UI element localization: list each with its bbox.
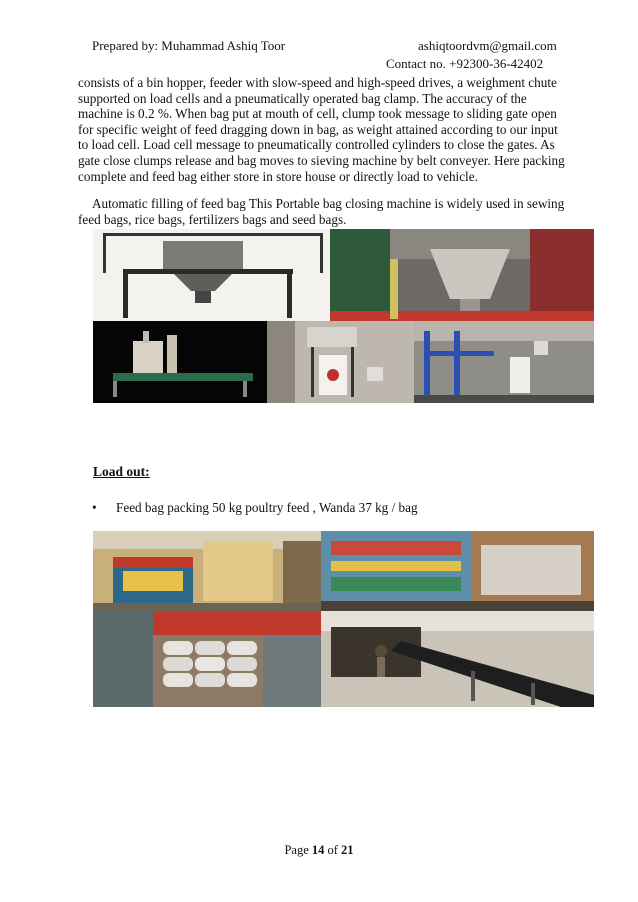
bullet-text: Feed bag packing 50 kg poultry feed , Wanda 37 kg / bag <box>116 500 418 515</box>
page-prefix: Page <box>284 843 312 857</box>
paragraph-1 <box>78 75 598 184</box>
belt-conveyor-truck-loading-photo <box>321 611 594 707</box>
paragraph-1-line: complete and feed bag either store in store house or directly load to vehicle. <box>78 168 478 184</box>
paragraph-1-line: gate close clumps release and bag moves to sieving machine by belt conveyer. Here packing <box>78 152 565 168</box>
header-prepared-by: Prepared by: Muhammad Ashiq Toor <box>92 38 286 53</box>
paragraph-2-line: feed bags, rice bags, fertilizers bags and seed bags. <box>78 211 347 227</box>
page-number-footer <box>0 843 638 858</box>
paragraph-1-line: for specific weight of feed dragging down in bag, as weight attained according to our input <box>78 121 558 137</box>
paragraph-1-line: to load cell. Load cell message to pneumatically controlled cylinders to close the gates. As <box>78 137 555 153</box>
paragraph-1-line: supported on load cells and a pneumatically operated bag clamp. The accuracy of the <box>78 90 527 106</box>
feed-truck-at-mill-photo <box>93 531 321 611</box>
current-page: 14 <box>311 843 325 857</box>
paragraph-1-line: consists of a bin hopper, feeder with slow-speed and high-speed drives, a weighment chute <box>78 75 557 90</box>
bag-clamp-station-photo <box>267 321 414 403</box>
section-heading-load-out: Load out: <box>93 464 150 479</box>
paragraph-2-line: Automatic filling of feed bag This Portable bag closing machine is widely used in sewing <box>92 196 565 211</box>
decorated-truck-loading-photo <box>321 531 594 611</box>
header-contact: Contact no. +92300-36-42402 <box>386 56 544 71</box>
header-email: ashiqtoordvm@gmail.com <box>418 38 557 53</box>
bullet-symbol: • <box>92 500 97 515</box>
automatic-bagging-line-photo <box>414 321 594 403</box>
feed-mill-hopper-photo <box>330 229 594 321</box>
page-of: of <box>324 843 342 857</box>
paragraph-1-line: machine is 0.2 %. When bag put at mouth of cell, clump took message to sliding gate open <box>78 106 557 122</box>
total-pages: 21 <box>341 843 354 857</box>
bag-filling-machine-photo <box>93 229 330 321</box>
paragraph-2 <box>78 196 608 227</box>
bag-sewing-conveyor-photo <box>93 321 267 403</box>
feed-bags-loaded-truck-photo <box>93 611 321 707</box>
